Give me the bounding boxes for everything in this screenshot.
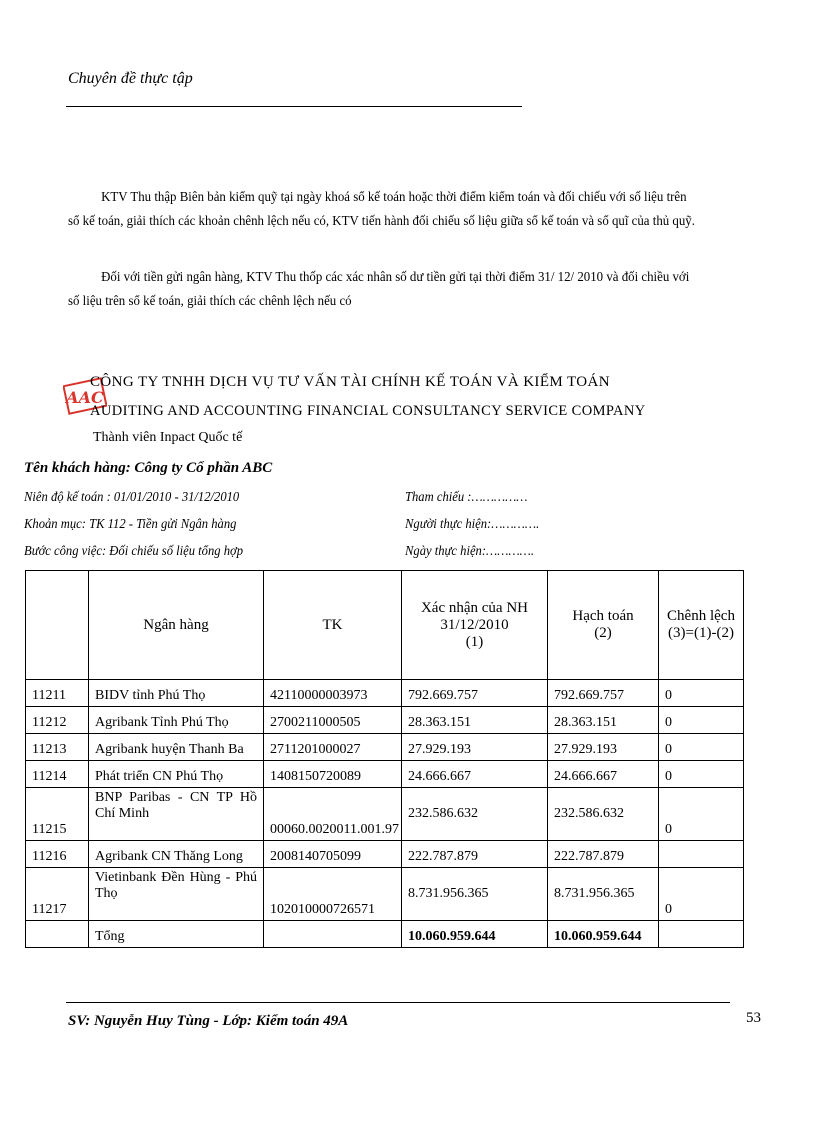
table-row — [26, 788, 744, 841]
cell-diff: 0 — [659, 868, 744, 921]
cell-code: 11214 — [26, 761, 89, 788]
bank-reconciliation-table — [25, 570, 744, 948]
info-reference: Tham chiếu :…………… — [405, 490, 528, 505]
cell-bank: Agribank huyện Thanh Ba — [89, 734, 264, 761]
cell-bank: Vietinbank Đền Hùng - Phú Thọ — [89, 868, 264, 921]
header-booked-line1: Hạch toán — [572, 608, 634, 624]
cell-diff: 0 — [659, 734, 744, 761]
page-header-title: Chuyên đề thực tập — [68, 70, 193, 87]
header-difference-line2: (3)=(1)-(2) — [668, 625, 734, 641]
header-bank: Ngân hàng — [89, 571, 264, 680]
cell-booked: 24.666.667 — [548, 761, 659, 788]
cell-booked: 792.669.757 — [548, 680, 659, 707]
cell-booked: 27.929.193 — [548, 734, 659, 761]
cell-booked: 222.787.879 — [548, 841, 659, 868]
company-member: Thành viên Inpact Quốc tế — [93, 430, 243, 445]
cell-bank: Agribank Tỉnh Phú Thọ — [89, 707, 264, 734]
logo-text: AAC — [66, 388, 104, 407]
header-booked — [548, 571, 659, 680]
cell-confirmed: 27.929.193 — [402, 734, 548, 761]
footer-divider — [66, 1002, 730, 1003]
cell-account: 2008140705099 — [264, 841, 402, 868]
cell-booked: 8.731.956.365 — [548, 868, 659, 921]
cell-total-label: Tổng — [89, 921, 264, 948]
cell-code: 11213 — [26, 734, 89, 761]
header-booked-line2: (2) — [594, 625, 612, 641]
cell-bank: Agribank CN Thăng Long — [89, 841, 264, 868]
cell-diff: 0 — [659, 680, 744, 707]
paragraph-bank-deposit: Đối với tiền gửi ngân hàng, KTV Thu thốp các xác nhân số dư tiền gửi tại thời điểm 31/ 12/ 2010 và đối chiều với số liệu trên sổ kế toán, giải thích các chênh lệch nếu có — [68, 270, 690, 309]
client-name: Tên khách hàng: Công ty Cổ phần ABC — [24, 460, 273, 476]
cell-total-confirmed: 10.060.959.644 — [402, 921, 548, 948]
footer-student: SV: Nguyễn Huy Tùng - Lớp: Kiểm toán 49A — [68, 1013, 349, 1029]
paragraph-cash-count: KTV Thu thập Biên bản kiểm quỹ tại ngày khoá sổ kế toán hoặc thời điểm kiểm toán và đối chiếu với số liệu trên sổ kế toán, giải thích các khoản chênh lệch nếu có, KTV tiến hành đối chiếu số liệu giữa sổ kế toán và sổ quĩ của thủ quỹ. — [68, 190, 695, 229]
cell-bank: BNP Paribas - CN TP Hồ Chí Minh — [89, 788, 264, 841]
table-row — [26, 868, 744, 921]
header-code — [26, 571, 89, 680]
cell-booked: 28.363.151 — [548, 707, 659, 734]
cell-confirmed: 8.731.956.365 — [402, 868, 548, 921]
cell-total-booked: 10.060.959.644 — [548, 921, 659, 948]
info-date: Ngày thực hiện:…………. — [405, 544, 535, 559]
cell-account — [264, 921, 402, 948]
info-account: Khoản mục: TK 112 - Tiền gửi Ngân hàng — [24, 517, 237, 532]
cell-account: 2711201000027 — [264, 734, 402, 761]
cell-code — [26, 921, 89, 948]
cell-diff: 0 — [659, 761, 744, 788]
header-divider — [66, 106, 522, 107]
header-confirmed-line2: 31/12/2010 — [440, 616, 509, 633]
header-confirmed-line3: (1) — [465, 633, 484, 650]
cell-diff: 0 — [659, 788, 744, 841]
table-row — [26, 680, 744, 707]
page-number: 53 — [746, 1010, 761, 1026]
table-row — [26, 761, 744, 788]
cell-confirmed: 222.787.879 — [402, 841, 548, 868]
cell-confirmed: 28.363.151 — [402, 707, 548, 734]
table-row — [26, 707, 744, 734]
cell-bank: Phát triển CN Phú Thọ — [89, 761, 264, 788]
info-step: Bước công việc: Đối chiếu số liệu tổng hợp — [24, 544, 244, 559]
cell-account: 102010000726571 — [264, 868, 402, 921]
header-account: TK — [264, 571, 402, 680]
company-name-en: AUDITING AND ACCOUNTING FINANCIAL CONSULTANCY SERVICE COMPANY — [90, 403, 646, 419]
header-difference-line1: Chênh lệch — [667, 608, 735, 624]
cell-code: 11211 — [26, 680, 89, 707]
cell-code: 11215 — [26, 788, 89, 841]
cell-code: 11216 — [26, 841, 89, 868]
info-performer: Người thực hiện:…………. — [405, 517, 540, 532]
cell-code: 11217 — [26, 868, 89, 921]
cell-diff: 0 — [659, 707, 744, 734]
table-header-row — [26, 571, 744, 680]
header-confirmed — [402, 571, 548, 680]
table-row — [26, 841, 744, 868]
cell-account: 1408150720089 — [264, 761, 402, 788]
cell-confirmed: 24.666.667 — [402, 761, 548, 788]
info-period: Niên độ kế toán : 01/01/2010 - 31/12/2010 — [24, 490, 240, 505]
cell-diff — [659, 921, 744, 948]
cell-booked: 232.586.632 — [548, 788, 659, 841]
cell-account: 42110000003973 — [264, 680, 402, 707]
header-difference — [659, 571, 744, 680]
cell-account: 00060.0020011.001.97 — [264, 788, 402, 841]
cell-bank: BIDV tỉnh Phú Thọ — [89, 680, 264, 707]
cell-code: 11212 — [26, 707, 89, 734]
company-name-vi: CÔNG TY TNHH DỊCH VỤ TƯ VẤN TÀI CHÍNH KẾ TOÁN VÀ KIỂM TOÁN — [90, 374, 610, 390]
table-total-row — [26, 921, 744, 948]
cell-confirmed: 232.586.632 — [402, 788, 548, 841]
table-row — [26, 734, 744, 761]
cell-account: 2700211000505 — [264, 707, 402, 734]
cell-diff — [659, 841, 744, 868]
header-confirmed-line1: Xác nhận của NH — [420, 599, 529, 616]
cell-confirmed: 792.669.757 — [402, 680, 548, 707]
